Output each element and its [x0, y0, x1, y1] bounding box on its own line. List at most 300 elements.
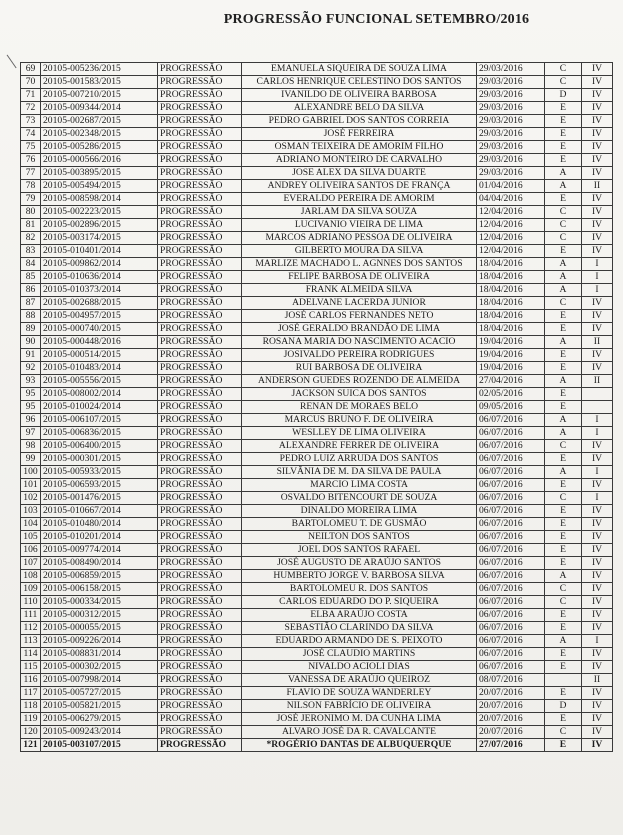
progression-type: PROGRESSÃO — [158, 401, 242, 414]
process-number: 20105-005494/2015 — [41, 180, 158, 193]
employee-name: NILSON FABRÍCIO DE OLIVEIRA — [242, 700, 477, 713]
row-number: 99 — [21, 453, 41, 466]
class-numeral: IV — [582, 232, 613, 245]
page-title: PROGRESSÃO FUNCIONAL SETEMBRO/2016 — [223, 12, 530, 27]
employee-name: FRANK ALMEIDA SILVA — [242, 284, 477, 297]
table-row — [21, 466, 613, 479]
row-number: 106 — [21, 544, 41, 557]
level-letter: C — [545, 219, 582, 232]
effective-date: 29/03/2016 — [477, 154, 545, 167]
level-letter: E — [545, 609, 582, 622]
table-row — [21, 687, 613, 700]
level-letter: A — [545, 180, 582, 193]
effective-date: 19/04/2016 — [477, 362, 545, 375]
row-number: 97 — [21, 427, 41, 440]
progression-type: PROGRESSÃO — [158, 258, 242, 271]
employee-name: CARLOS EDUARDO DO P. SIQUEIRA — [242, 596, 477, 609]
class-numeral: I — [582, 414, 613, 427]
row-number: 93 — [21, 375, 41, 388]
employee-name: ANDREY OLIVEIRA SANTOS DE FRANÇA — [242, 180, 477, 193]
process-number: 20105-002687/2015 — [41, 115, 158, 128]
employee-name: JOSIVALDO PEREIRA RODRIGUES — [242, 349, 477, 362]
table-row — [21, 271, 613, 284]
employee-name: MARCUS BRUNO F. DE OLIVEIRA — [242, 414, 477, 427]
row-number: 103 — [21, 505, 41, 518]
process-number: 20105-001476/2015 — [41, 492, 158, 505]
process-number: 20105-006859/2015 — [41, 570, 158, 583]
effective-date: 06/07/2016 — [477, 661, 545, 674]
table-row — [21, 219, 613, 232]
table-row — [21, 89, 613, 102]
employee-name: BARTOLOMEU R. DOS SANTOS — [242, 583, 477, 596]
employee-name: JOSÉ GERALDO BRANDÃO DE LIMA — [242, 323, 477, 336]
employee-name: OSMAN TEIXEIRA DE AMORIM FILHO — [242, 141, 477, 154]
effective-date: 20/07/2016 — [477, 700, 545, 713]
level-letter: A — [545, 414, 582, 427]
table-row — [21, 63, 613, 76]
row-number: 72 — [21, 102, 41, 115]
table-row — [21, 206, 613, 219]
effective-date: 06/07/2016 — [477, 453, 545, 466]
employee-name: ROSANA MARIA DO NASCIMENTO ACACIO — [242, 336, 477, 349]
table-row — [21, 531, 613, 544]
class-numeral: IV — [582, 440, 613, 453]
process-number: 20105-002348/2015 — [41, 128, 158, 141]
effective-date: 06/07/2016 — [477, 479, 545, 492]
progression-type: PROGRESSÃO — [158, 453, 242, 466]
process-number: 20105-000514/2015 — [41, 349, 158, 362]
level-letter: A — [545, 466, 582, 479]
process-number: 20105-010483/2014 — [41, 362, 158, 375]
effective-date: 06/07/2016 — [477, 570, 545, 583]
table-row — [21, 622, 613, 635]
progression-type: PROGRESSÃO — [158, 271, 242, 284]
effective-date: 06/07/2016 — [477, 414, 545, 427]
employee-name: LUCIVANIO VIEIRA DE LIMA — [242, 219, 477, 232]
progression-type: PROGRESSÃO — [158, 76, 242, 89]
employee-name: JOSÉ CARLOS FERNANDES NETO — [242, 310, 477, 323]
progression-type: PROGRESSÃO — [158, 713, 242, 726]
class-numeral: IV — [582, 219, 613, 232]
effective-date: 06/07/2016 — [477, 531, 545, 544]
level-letter: A — [545, 635, 582, 648]
class-numeral: I — [582, 284, 613, 297]
class-numeral: IV — [582, 63, 613, 76]
effective-date: 06/07/2016 — [477, 544, 545, 557]
employee-name: ALEXANDRE BELO DA SILVA — [242, 102, 477, 115]
employee-name: EDUARDO ARMANDO DE S. PEIXOTO — [242, 635, 477, 648]
row-number: 96 — [21, 414, 41, 427]
employee-name: RENAN DE MORAES BELO — [242, 401, 477, 414]
class-numeral: IV — [582, 570, 613, 583]
class-numeral: I — [582, 427, 613, 440]
class-numeral: I — [582, 492, 613, 505]
row-number: 113 — [21, 635, 41, 648]
effective-date: 12/04/2016 — [477, 206, 545, 219]
row-number: 85 — [21, 271, 41, 284]
level-letter: A — [545, 167, 582, 180]
roster-table-container — [20, 62, 612, 752]
row-number: 74 — [21, 128, 41, 141]
row-number: 115 — [21, 661, 41, 674]
progression-type: PROGRESSÃO — [158, 661, 242, 674]
process-number: 20105-008002/2014 — [41, 388, 158, 401]
class-numeral: II — [582, 336, 613, 349]
effective-date: 29/03/2016 — [477, 128, 545, 141]
progression-type: PROGRESSÃO — [158, 115, 242, 128]
table-row — [21, 635, 613, 648]
effective-date: 18/04/2016 — [477, 310, 545, 323]
row-number: 76 — [21, 154, 41, 167]
row-number: 114 — [21, 648, 41, 661]
process-number: 20105-000055/2015 — [41, 622, 158, 635]
process-number: 20105-009344/2014 — [41, 102, 158, 115]
level-letter: D — [545, 89, 582, 102]
class-numeral: IV — [582, 479, 613, 492]
progression-type: PROGRESSÃO — [158, 674, 242, 687]
progression-type: PROGRESSÃO — [158, 479, 242, 492]
class-numeral — [582, 401, 613, 414]
row-number: 83 — [21, 245, 41, 258]
employee-name: ADRIANO MONTEIRO DE CARVALHO — [242, 154, 477, 167]
table-row — [21, 648, 613, 661]
level-letter: E — [545, 622, 582, 635]
table-row — [21, 115, 613, 128]
table-row — [21, 661, 613, 674]
effective-date: 06/07/2016 — [477, 466, 545, 479]
employee-name: JOSÉ CLAUDIO MARTINS — [242, 648, 477, 661]
process-number: 20105-008831/2014 — [41, 648, 158, 661]
process-number: 20105-003107/2015 — [41, 739, 158, 752]
process-number: 20105-005236/2015 — [41, 63, 158, 76]
row-number: 112 — [21, 622, 41, 635]
process-number: 20105-000566/2016 — [41, 154, 158, 167]
progression-type: PROGRESSÃO — [158, 544, 242, 557]
level-letter: E — [545, 518, 582, 531]
level-letter: E — [545, 687, 582, 700]
employee-name: JOSÉ FERREIRA — [242, 128, 477, 141]
process-number: 20105-000312/2015 — [41, 609, 158, 622]
progression-type: PROGRESSÃO — [158, 687, 242, 700]
row-number: 80 — [21, 206, 41, 219]
level-letter: D — [545, 700, 582, 713]
class-numeral: IV — [582, 362, 613, 375]
table-row — [21, 141, 613, 154]
process-number: 20105-006593/2015 — [41, 479, 158, 492]
class-numeral: IV — [582, 544, 613, 557]
employee-name: ALEXANDRE FERRER DE OLIVEIRA — [242, 440, 477, 453]
table-row — [21, 154, 613, 167]
row-number: 95 — [21, 388, 41, 401]
effective-date: 06/07/2016 — [477, 609, 545, 622]
process-number: 20105-005727/2015 — [41, 687, 158, 700]
employee-name: VANESSA DE ARAÚJO QUEIROZ — [242, 674, 477, 687]
progression-type: PROGRESSÃO — [158, 570, 242, 583]
level-letter: C — [545, 583, 582, 596]
progression-type: PROGRESSÃO — [158, 583, 242, 596]
level-letter: E — [545, 713, 582, 726]
employee-name: FLAVIO DE SOUZA WANDERLEY — [242, 687, 477, 700]
table-row — [21, 596, 613, 609]
progression-type: PROGRESSÃO — [158, 596, 242, 609]
employee-name: BARTOLOMEU T. DE GUSMÃO — [242, 518, 477, 531]
progression-type: PROGRESSÃO — [158, 89, 242, 102]
level-letter: E — [545, 544, 582, 557]
table-row — [21, 401, 613, 414]
progression-type: PROGRESSÃO — [158, 310, 242, 323]
employee-name: JOSÉ AUGUSTO DE ARAÚJO SANTOS — [242, 557, 477, 570]
process-number: 20105-007998/2014 — [41, 674, 158, 687]
employee-name: NIVALDO ACIOLI DIAS — [242, 661, 477, 674]
row-number: 100 — [21, 466, 41, 479]
row-number: 70 — [21, 76, 41, 89]
process-number: 20105-007210/2015 — [41, 89, 158, 102]
table-row — [21, 336, 613, 349]
process-number: 20105-002688/2015 — [41, 297, 158, 310]
table-row — [21, 180, 613, 193]
row-number: 71 — [21, 89, 41, 102]
table-row — [21, 700, 613, 713]
employee-name: EVERALDO PEREIRA DE AMORIM — [242, 193, 477, 206]
class-numeral: IV — [582, 206, 613, 219]
process-number: 20105-006158/2015 — [41, 583, 158, 596]
level-letter: A — [545, 336, 582, 349]
progression-type: PROGRESSÃO — [158, 609, 242, 622]
process-number: 20105-003895/2015 — [41, 167, 158, 180]
class-numeral: IV — [582, 310, 613, 323]
row-number: 109 — [21, 583, 41, 596]
process-number: 20105-002896/2015 — [41, 219, 158, 232]
table-row — [21, 674, 613, 687]
process-number: 20105-009226/2014 — [41, 635, 158, 648]
progression-type: PROGRESSÃO — [158, 635, 242, 648]
class-numeral: IV — [582, 596, 613, 609]
row-number: 121 — [21, 739, 41, 752]
level-letter: E — [545, 115, 582, 128]
table-row — [21, 739, 613, 752]
employee-name: EMANUELA SIQUEIRA DE SOUZA LIMA — [242, 63, 477, 76]
progression-type: PROGRESSÃO — [158, 375, 242, 388]
process-number: 20105-006836/2015 — [41, 427, 158, 440]
effective-date: 19/04/2016 — [477, 349, 545, 362]
employee-name: CARLOS HENRIQUE CELESTINO DOS SANTOS — [242, 76, 477, 89]
row-number: 107 — [21, 557, 41, 570]
class-numeral — [582, 388, 613, 401]
progression-type: PROGRESSÃO — [158, 388, 242, 401]
table-row — [21, 414, 613, 427]
progression-type: PROGRESSÃO — [158, 232, 242, 245]
level-letter: C — [545, 76, 582, 89]
table-row — [21, 362, 613, 375]
level-letter: C — [545, 63, 582, 76]
class-numeral: IV — [582, 453, 613, 466]
row-number: 91 — [21, 349, 41, 362]
level-letter: E — [545, 128, 582, 141]
progression-type: PROGRESSÃO — [158, 557, 242, 570]
progression-type: PROGRESSÃO — [158, 245, 242, 258]
employee-name: NEILTON DOS SANTOS — [242, 531, 477, 544]
row-number: 95 — [21, 401, 41, 414]
progression-type: PROGRESSÃO — [158, 414, 242, 427]
row-number: 75 — [21, 141, 41, 154]
level-letter: C — [545, 440, 582, 453]
table-row — [21, 518, 613, 531]
table-row — [21, 440, 613, 453]
employee-name: ANDERSON GUEDES ROZENDO DE ALMEIDA — [242, 375, 477, 388]
effective-date: 08/07/2016 — [477, 674, 545, 687]
row-number: 90 — [21, 336, 41, 349]
class-numeral: IV — [582, 622, 613, 635]
progression-type: PROGRESSÃO — [158, 700, 242, 713]
row-number: 82 — [21, 232, 41, 245]
effective-date: 19/04/2016 — [477, 336, 545, 349]
employee-name: OSVALDO BITENCOURT DE SOUZA — [242, 492, 477, 505]
effective-date: 06/07/2016 — [477, 622, 545, 635]
process-number: 20105-000448/2016 — [41, 336, 158, 349]
level-letter: C — [545, 206, 582, 219]
row-number: 108 — [21, 570, 41, 583]
process-number: 20105-005556/2015 — [41, 375, 158, 388]
row-number: 86 — [21, 284, 41, 297]
employee-name: RUI BARBOSA DE OLIVEIRA — [242, 362, 477, 375]
process-number: 20105-006107/2015 — [41, 414, 158, 427]
row-number: 111 — [21, 609, 41, 622]
process-number: 20105-000302/2015 — [41, 661, 158, 674]
employee-name: FELIPE BARBOSA DE OLIVEIRA — [242, 271, 477, 284]
progression-type: PROGRESSÃO — [158, 63, 242, 76]
class-numeral: IV — [582, 700, 613, 713]
class-numeral: I — [582, 271, 613, 284]
table-row — [21, 102, 613, 115]
employee-name: JACKSON SUICA DOS SANTOS — [242, 388, 477, 401]
progression-type: PROGRESSÃO — [158, 206, 242, 219]
process-number: 20105-003174/2015 — [41, 232, 158, 245]
class-numeral: IV — [582, 687, 613, 700]
effective-date: 29/03/2016 — [477, 76, 545, 89]
level-letter: E — [545, 648, 582, 661]
table-row — [21, 193, 613, 206]
effective-date: 06/07/2016 — [477, 596, 545, 609]
class-numeral: II — [582, 180, 613, 193]
table-row — [21, 349, 613, 362]
row-number: 92 — [21, 362, 41, 375]
effective-date: 20/07/2016 — [477, 687, 545, 700]
effective-date: 04/04/2016 — [477, 193, 545, 206]
effective-date: 02/05/2016 — [477, 388, 545, 401]
process-number: 20105-010480/2014 — [41, 518, 158, 531]
class-numeral: II — [582, 375, 613, 388]
level-letter: A — [545, 427, 582, 440]
class-numeral: IV — [582, 609, 613, 622]
class-numeral: IV — [582, 349, 613, 362]
employee-name: HUMBERTO JORGE V. BARBOSA SILVA — [242, 570, 477, 583]
employee-name: SILVÂNIA DE M. DA SILVA DE PAULA — [242, 466, 477, 479]
process-number: 20105-010373/2014 — [41, 284, 158, 297]
effective-date: 12/04/2016 — [477, 245, 545, 258]
class-numeral: IV — [582, 726, 613, 739]
process-number: 20105-000334/2015 — [41, 596, 158, 609]
employee-name: PEDRO GABRIEL DOS SANTOS CORREIA — [242, 115, 477, 128]
table-row — [21, 232, 613, 245]
effective-date: 06/07/2016 — [477, 427, 545, 440]
employee-name: JOSÉ JERONIMO M. DA CUNHA LIMA — [242, 713, 477, 726]
row-number: 78 — [21, 180, 41, 193]
effective-date: 18/04/2016 — [477, 323, 545, 336]
progression-type: PROGRESSÃO — [158, 726, 242, 739]
class-numeral: IV — [582, 739, 613, 752]
row-number: 110 — [21, 596, 41, 609]
table-row — [21, 492, 613, 505]
process-number: 20105-010636/2014 — [41, 271, 158, 284]
level-letter: E — [545, 479, 582, 492]
process-number: 20105-006279/2015 — [41, 713, 158, 726]
row-number: 98 — [21, 440, 41, 453]
level-letter: E — [545, 739, 582, 752]
employee-name: GILBERTO MOURA DA SILVA — [242, 245, 477, 258]
progression-type: PROGRESSÃO — [158, 492, 242, 505]
level-letter: C — [545, 232, 582, 245]
level-letter: C — [545, 726, 582, 739]
process-number: 20105-005286/2015 — [41, 141, 158, 154]
effective-date: 20/07/2016 — [477, 713, 545, 726]
level-letter: E — [545, 453, 582, 466]
employee-name: MARLIZE MACHADO L. AGNNES DOS SANTOS — [242, 258, 477, 271]
effective-date: 29/03/2016 — [477, 102, 545, 115]
level-letter: A — [545, 570, 582, 583]
employee-name: DINALDO MOREIRA LIMA — [242, 505, 477, 518]
table-row — [21, 323, 613, 336]
progression-type: PROGRESSÃO — [158, 128, 242, 141]
row-number: 89 — [21, 323, 41, 336]
class-numeral: IV — [582, 713, 613, 726]
effective-date: 01/04/2016 — [477, 180, 545, 193]
table-row — [21, 557, 613, 570]
effective-date: 06/07/2016 — [477, 518, 545, 531]
effective-date: 12/04/2016 — [477, 219, 545, 232]
effective-date: 06/07/2016 — [477, 557, 545, 570]
table-row — [21, 128, 613, 141]
effective-date: 09/05/2016 — [477, 401, 545, 414]
row-number: 117 — [21, 687, 41, 700]
level-letter: E — [545, 505, 582, 518]
process-number: 20105-010201/2014 — [41, 531, 158, 544]
class-numeral: IV — [582, 648, 613, 661]
level-letter: E — [545, 141, 582, 154]
class-numeral: IV — [582, 583, 613, 596]
level-letter: A — [545, 271, 582, 284]
process-number: 20105-008490/2014 — [41, 557, 158, 570]
process-number: 20105-010024/2014 — [41, 401, 158, 414]
effective-date: 29/03/2016 — [477, 89, 545, 102]
level-letter: A — [545, 375, 582, 388]
table-row — [21, 388, 613, 401]
level-letter: E — [545, 323, 582, 336]
progression-type: PROGRESSÃO — [158, 193, 242, 206]
effective-date: 06/07/2016 — [477, 440, 545, 453]
progression-type: PROGRESSÃO — [158, 427, 242, 440]
level-letter: C — [545, 297, 582, 310]
progression-type: PROGRESSÃO — [158, 336, 242, 349]
level-letter: E — [545, 193, 582, 206]
process-number: 20105-000301/2015 — [41, 453, 158, 466]
effective-date: 18/04/2016 — [477, 258, 545, 271]
level-letter: E — [545, 362, 582, 375]
level-letter: C — [545, 492, 582, 505]
row-number: 73 — [21, 115, 41, 128]
employee-name: ADELVANE LACERDA JUNIOR — [242, 297, 477, 310]
row-number: 101 — [21, 479, 41, 492]
effective-date: 06/07/2016 — [477, 583, 545, 596]
